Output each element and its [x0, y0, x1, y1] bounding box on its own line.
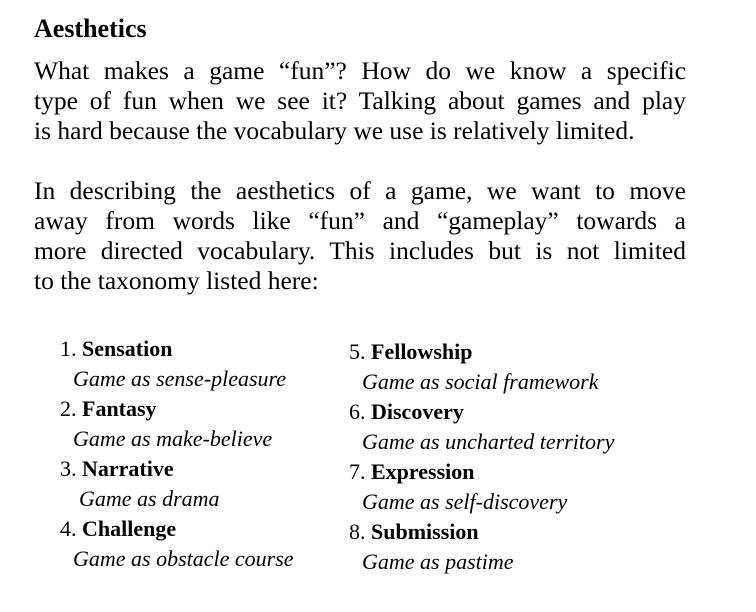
item-description: Game as self-discovery: [362, 489, 568, 514]
taxonomy-item-narrative: [60, 454, 380, 514]
paragraph-line: to the taxonomy listed here:: [34, 266, 319, 295]
paragraph-line: more directed vocabulary. This includes but is not limited: [34, 236, 686, 265]
item-number: 8.: [349, 519, 366, 544]
paragraph-line: What makes a game “fun”? How do we know a specific: [34, 56, 686, 85]
item-description: Game as pastime: [362, 549, 514, 574]
item-name: Sensation: [82, 336, 173, 361]
taxonomy-item-title: [349, 337, 669, 367]
item-number: 5.: [349, 339, 366, 364]
item-description: Game as sense-pleasure: [73, 366, 287, 391]
section-heading: Aesthetics: [34, 14, 147, 43]
item-name: Discovery: [371, 399, 464, 424]
item-name: Fellowship: [371, 339, 473, 364]
item-description: Game as obstacle course: [73, 546, 294, 571]
item-name: Challenge: [82, 516, 177, 541]
item-name: Narrative: [82, 456, 174, 481]
taxonomy-item-title: [349, 397, 669, 427]
paragraph-line: is hard because the vocabulary we use is relatively limited.: [34, 116, 635, 145]
item-number: 2.: [60, 396, 77, 421]
item-number: 6.: [349, 399, 366, 424]
item-description: Game as drama: [79, 486, 220, 511]
taxonomy-item-title: [60, 454, 380, 484]
item-number: 7.: [349, 459, 366, 484]
item-description: Game as make-believe: [73, 426, 273, 451]
item-number: 4.: [60, 516, 77, 541]
taxonomy-item-title: [60, 334, 380, 364]
taxonomy-item-title: [349, 517, 669, 547]
item-number: 1.: [60, 336, 77, 361]
description-paragraph: [34, 176, 686, 296]
taxonomy-item-discovery: [349, 397, 669, 457]
item-number: 3.: [60, 456, 77, 481]
item-name: Submission: [371, 519, 479, 544]
paragraph-line: In describing the aesthetics of a game, we want to move: [34, 176, 686, 205]
taxonomy-item-sensation: [60, 334, 380, 394]
taxonomy-item-title: [60, 394, 380, 424]
item-name: Expression: [371, 459, 475, 484]
taxonomy-item-challenge: [60, 514, 380, 574]
item-description: Game as uncharted territory: [362, 429, 615, 454]
taxonomy-list-left: [60, 334, 380, 574]
taxonomy-item-title: [60, 514, 380, 544]
item-name: Fantasy: [82, 396, 157, 421]
taxonomy-item-expression: [349, 457, 669, 517]
taxonomy-item-submission: [349, 517, 669, 577]
taxonomy-item-title: [349, 457, 669, 487]
paragraph-line: type of fun when we see it? Talking about games and play: [34, 86, 686, 115]
item-description: Game as social framework: [362, 369, 599, 394]
taxonomy-item-fantasy: [60, 394, 380, 454]
paragraph-line: away from words like “fun” and “gameplay” towards a: [34, 206, 686, 235]
intro-paragraph: [34, 56, 686, 146]
taxonomy-item-fellowship: [349, 337, 669, 397]
taxonomy-list-right: [349, 337, 669, 577]
